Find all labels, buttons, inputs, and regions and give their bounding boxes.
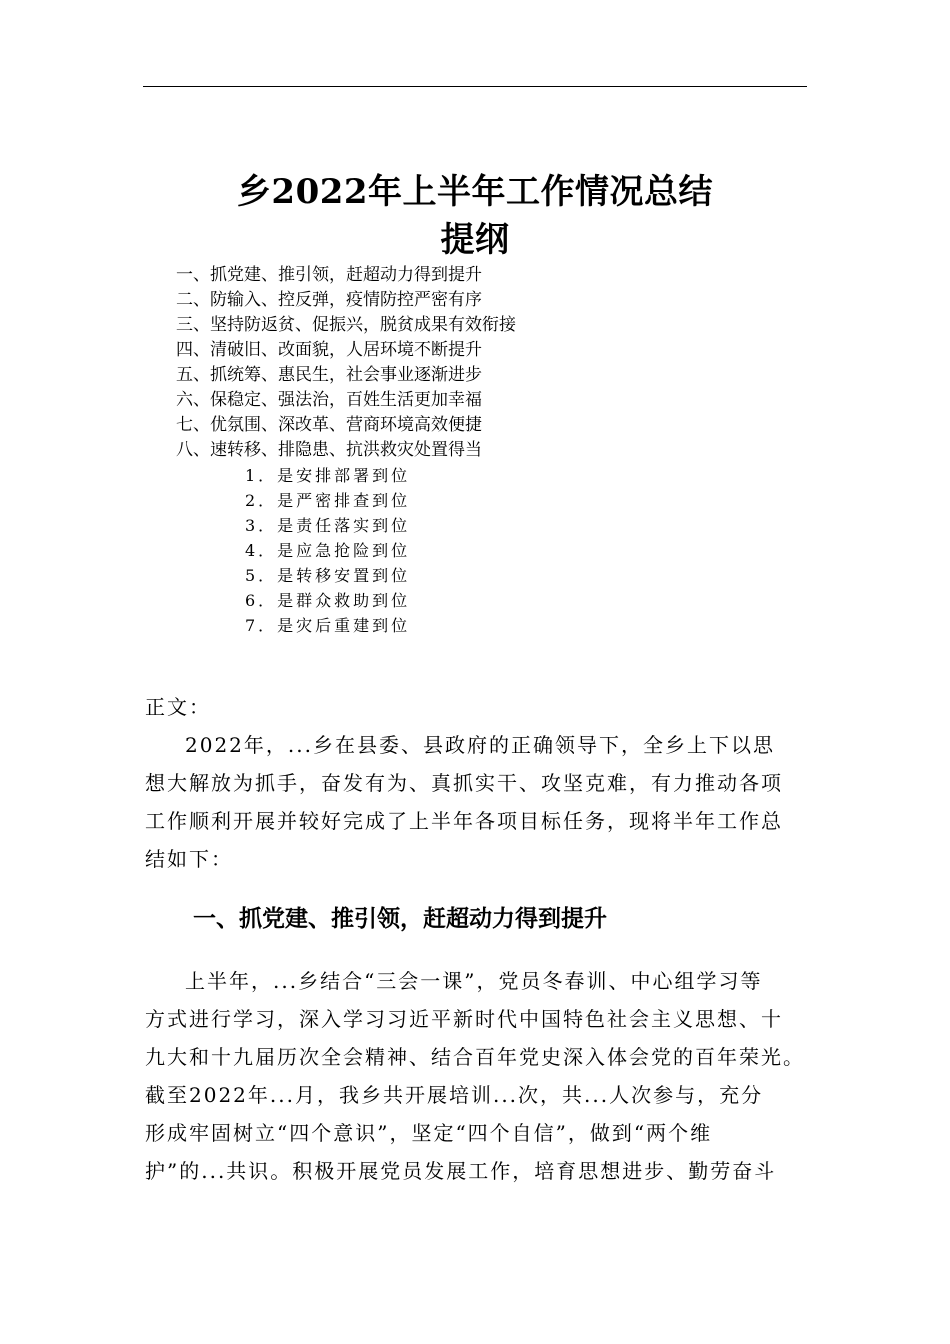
outline-item: 四、清破旧、改面貌，人居环境不断提升 (176, 340, 482, 360)
section-heading: 一、抓党建、推引领，赶超动力得到提升 (193, 906, 607, 932)
paragraph-line: 形成牢固树立“四个意识”，坚定“四个自信”，做到“两个维 (145, 1121, 713, 1145)
paragraph-line: 九大和十九届历次全会精神、结合百年党史深入体会党的百年荣光。 (145, 1045, 805, 1069)
section-paragraph (145, 962, 810, 1190)
outline-item: 六、保稳定、强法治，百姓生活更加幸福 (176, 390, 482, 410)
document-subtitle: 提纲 (440, 220, 510, 260)
outline-item: 五、抓统筹、惠民生，社会事业逐渐进步 (176, 365, 482, 385)
intro-paragraph (145, 726, 810, 878)
paragraph-line: 护”的...共识。积极开展党员发展工作，培育思想进步、勤劳奋斗 (145, 1159, 777, 1183)
sub-outline-item: 3．是责任落实到位 (245, 516, 411, 535)
outline-item: 七、优氛围、深改革、营商环境高效便捷 (176, 415, 482, 435)
paragraph-line: 结如下： (145, 847, 233, 871)
sub-outline-item: 7．是灾后重建到位 (245, 616, 411, 635)
paragraph-line: 截至2022年...月，我乡共开展培训...次，共...人次参与，充分 (145, 1083, 764, 1107)
outline-item: 八、速转移、排隐患、抗洪救灾处置得当 (176, 440, 482, 460)
outline-list (176, 263, 516, 463)
sub-outline-list (245, 463, 410, 638)
outline-item: 二、防输入、控反弹，疫情防控严密有序 (176, 290, 482, 310)
sub-outline-item: 6．是群众救助到位 (245, 591, 411, 610)
document-title: 乡2022年上半年工作情况总结 (236, 172, 714, 212)
paragraph-line: 2022年，...乡在县委、县政府的正确领导下，全乡上下以思 (185, 733, 775, 757)
sub-outline-item: 1．是安排部署到位 (245, 466, 411, 485)
body-label: 正文： (145, 695, 211, 719)
header-rule (143, 86, 807, 87)
sub-outline-item: 2．是严密排查到位 (245, 491, 411, 510)
paragraph-line: 工作顺利开展并较好完成了上半年各项目标任务，现将半年工作总 (145, 809, 783, 833)
paragraph-line: 想大解放为抓手，奋发有为、真抓实干、攻坚克难，有力推动各项 (145, 771, 783, 795)
sub-outline-item: 4．是应急抢险到位 (245, 541, 411, 560)
outline-item: 三、坚持防返贫、促振兴，脱贫成果有效衔接 (176, 315, 516, 335)
sub-outline-item: 5．是转移安置到位 (245, 566, 411, 585)
outline-item: 一、抓党建、推引领，赶超动力得到提升 (176, 265, 482, 285)
paragraph-line: 上半年，...乡结合“三会一课”，党员冬春训、中心组学习等 (185, 969, 763, 993)
paragraph-line: 方式进行学习，深入学习习近平新时代中国特色社会主义思想、十 (145, 1007, 783, 1031)
